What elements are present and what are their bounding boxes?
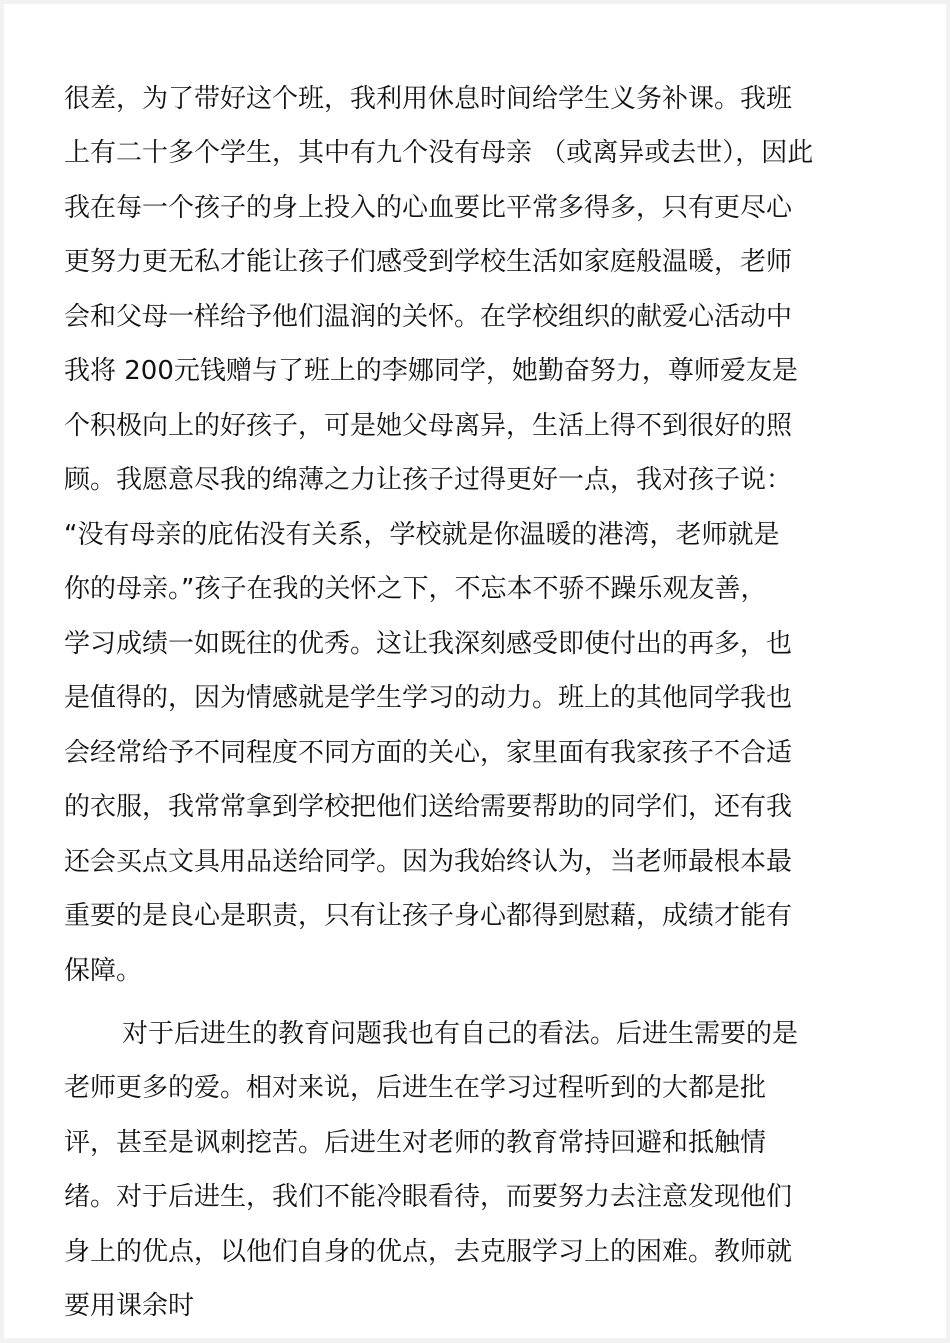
text-line-11: 学习成绩一如既往的优秀。这让我深刻感受即使付出的再多，也 [64,629,793,659]
paragraph-2-first-line: 对于后进生的教育问题我也有自己的看法。后进生需要的是 [122,1019,799,1049]
text-line-8: 顾。我愿意尽我的绵薄之力让孩子过得更好一点，我对孩子说： [64,465,793,495]
text-line-20: 评，甚至是讽刺挖苦。后进生对老师的教育常持回避和抵触情 [64,1128,767,1158]
text-line-6: 我将 200元钱赠与了班上的李娜同学，她勤奋努力，尊师爱友是 [64,356,798,386]
text-line-2: 上有二十多个学生，其中有九个没有母亲 （或离异或去世），因此 [64,138,814,168]
text-line-22: 身上的优点，以他们自身的优点，去克服学习上的困难。教师就 [64,1237,793,1267]
text-line-15: 还会买点文具用品送给同学。因为我始终认为，当老师最根本最 [64,847,793,877]
text-line-9: “没有母亲的庇佑没有关系，学校就是你温暖的港湾，老师就是 [64,520,780,550]
text-line-23: 要用课余时 [64,1291,195,1321]
text-line-10: 你的母亲。”孩子在我的关怀之下，不忘本不骄不躁乐观友善， [64,574,767,604]
text-line-21: 绪。对于后进生，我们不能冷眼看待，而要努力去注意发现他们 [64,1182,793,1212]
text-line-5: 会和父母一样给予他们温润的关怀。在学校组织的献爱心活动中 [64,302,793,332]
text-line-4: 更努力更无私才能让孩子们感受到学校生活如家庭般温暖，老师 [64,247,793,277]
text-line-1: 很差，为了带好这个班，我利用休息时间给学生义务补课。我班 [64,84,793,114]
document-page [4,4,946,1338]
text-line-13: 会经常给予不同程度不同方面的关心，家里面有我家孩子不合适 [64,738,793,768]
text-line-19: 老师更多的爱。相对来说，后进生在学习过程听到的大都是批 [64,1073,767,1103]
text-line-3: 我在每一个孩子的身上投入的心血要比平常多得多，只有更尽心 [64,193,793,223]
text-line-7: 个积极向上的好孩子，可是她父母离异，生活上得不到很好的照 [64,411,793,441]
text-line-17: 保障。 [64,956,143,986]
text-line-14: 的衣服，我常常拿到学校把他们送给需要帮助的同学们，还有我 [64,792,793,822]
text-line-16: 重要的是良心是职责，只有让孩子身心都得到慰藉，成绩才能有 [64,901,793,931]
text-line-12: 是值得的，因为情感就是学生学习的动力。班上的其他同学我也 [64,683,793,713]
